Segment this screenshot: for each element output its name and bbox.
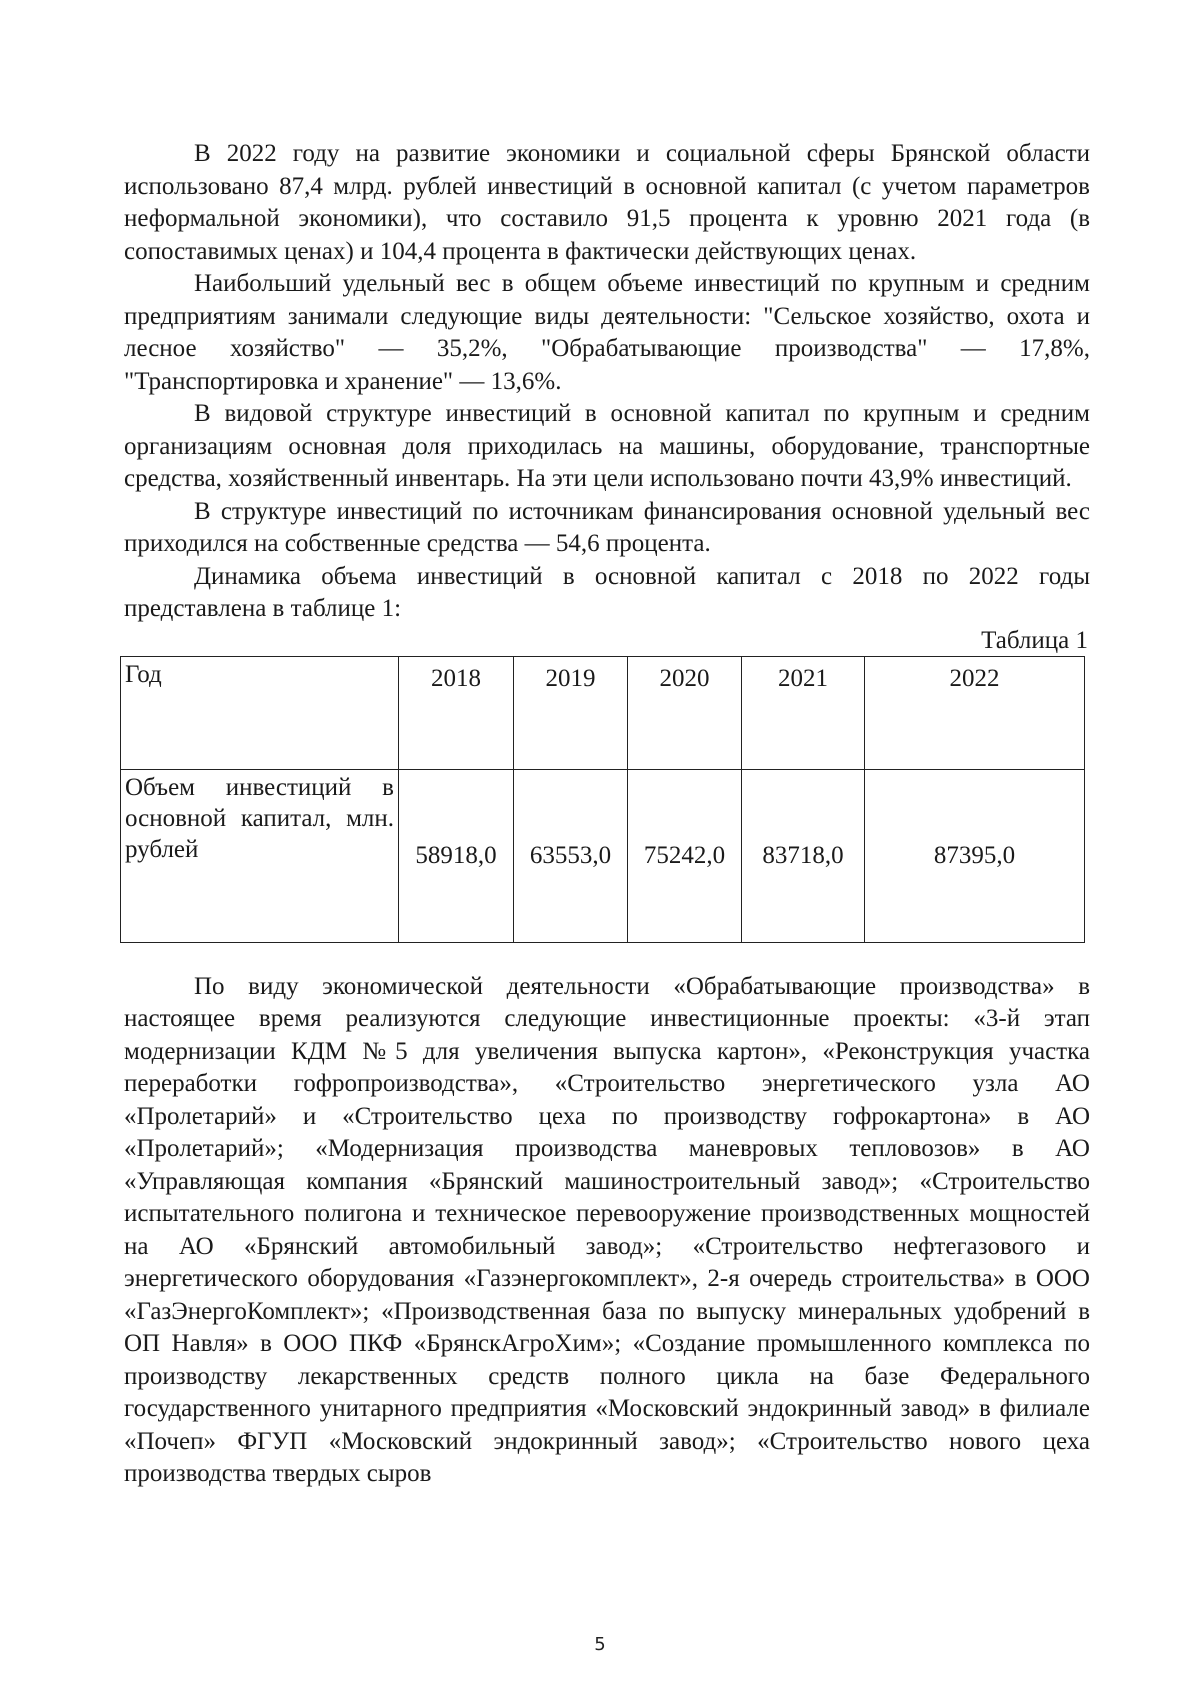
paragraph-investment-total: В 2022 году на развитие экономики и социальной сферы Брянской области использовано 87,4 млрд. рублей инвестиций в основной капитал (с учетом параметров неформальной экономики), что составило 91,5 процента к уровню 2021 года (в сопоставимых ценах) и 104,4 процента в фактически действующих ценах. (124, 140, 1090, 265)
row-label-investment-volume: Объем инвестиций в основной капитал, млн. рублей (121, 769, 399, 942)
paragraph-investment-projects: По виду экономической деятельности «Обрабатывающие производства» в настоящее время реализуются следующие инвестиционные проекты: «3-й этап модернизации КДМ №5 для увеличения выпуска картон», «Реконструкция участка переработки гофропроизводства», «Строительство энергетического узла АО «Пролетарий» и «Строительство цеха по производству гофрокартона» в АО «Пролетарий»; «Модернизация производства маневровых тепловозов» в АО «Управляющая компания «Брянский машиностроительный завод»; «Строительство испытательного полигона и техническое перевооружение производственных мощностей на АО «Брянский автомобильный завод»; «Строительство нефтегазового и энергетического оборудования «Газэнергокомплект», 2-я очередь строительства» в ООО «ГазЭнергоКомплект»; «Производственная база по выпуску минеральных удобрений в ОП Навля» в ООО ПКФ «БрянскАгроХим»; «Создание промышленного комплекса по производству лекарственных средств полного цикла на базе Федерального государственного унитарного предприятия «Московский эндокринный завод» в филиале «Почеп» ФГУП «Московский эндокринный завод»; «Строительство нового цеха производства твердых сыров (124, 972, 1090, 1487)
paragraph-asset-structure: В видовой структуре инвестиций в основной капитал по крупным и средним организациям основная доля приходилась на машины, оборудование, транспортные средства, хозяйственный инвентарь. На эти цели использовано почти 43,9% инвестиций. (124, 400, 1090, 492)
header-year-2021: 2021 (742, 656, 865, 769)
table-caption: Таблица 1 (981, 626, 1088, 654)
value-2020: 75242,0 (628, 769, 742, 942)
header-year-label: Год (121, 656, 399, 769)
table-header-row (121, 656, 1085, 769)
investment-table (120, 656, 1085, 943)
header-year-2020: 2020 (628, 656, 742, 769)
value-2022: 87395,0 (865, 769, 1085, 942)
header-year-2019: 2019 (514, 656, 628, 769)
header-year-2022: 2022 (865, 656, 1085, 769)
table-row-investment-volume (121, 769, 1085, 942)
page-number: 5 (594, 1634, 606, 1655)
paragraph-financing-sources: В структуре инвестиций по источникам финансирования основной удельный вес приходился на собственные средства — 54,6 процента. (124, 497, 1090, 557)
paragraph-activity-share: Наибольший удельный вес в общем объеме инвестиций по крупным и средним предприятиям занимали следующие виды деятельности: "Сельское хозяйство, охота и лесное хозяйство" — 35,2%, "Обрабатывающие производства" — 17,8%, "Транспортировка и хранение" — 13,6%. (124, 270, 1090, 395)
header-year-2018: 2018 (399, 656, 514, 769)
value-2019: 63553,0 (514, 769, 628, 942)
document-page (124, 138, 1090, 1491)
paragraph-table-intro: Динамика объема инвестиций в основной капитал с 2018 по 2022 годы представлена в таблице 1: (124, 562, 1090, 622)
value-2018: 58918,0 (399, 769, 514, 942)
value-2021: 83718,0 (742, 769, 865, 942)
